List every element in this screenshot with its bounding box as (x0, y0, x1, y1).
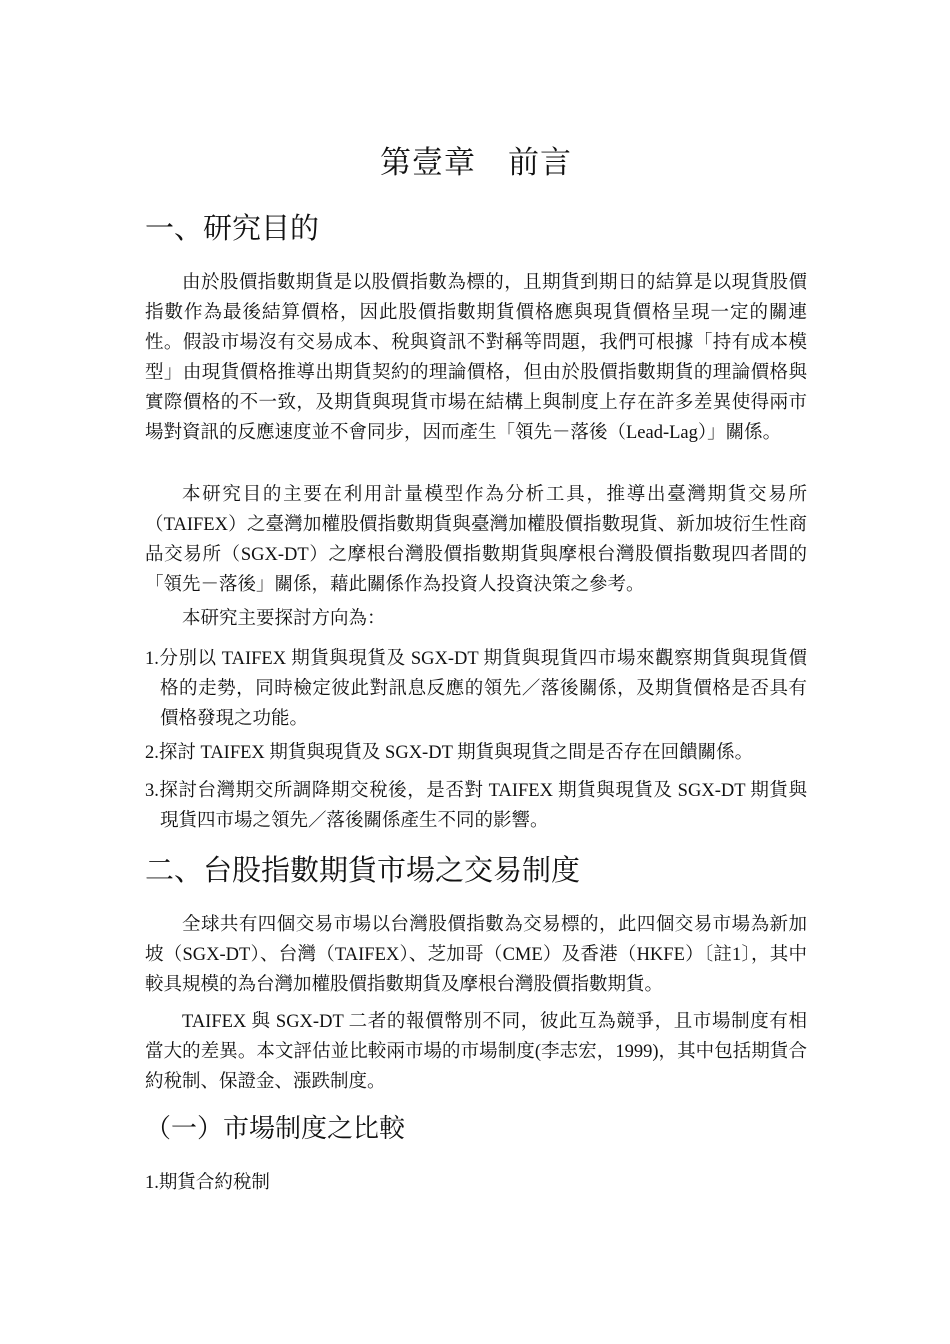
list-item: 2.探討 TAIFEX 期貨與現貨及 SGX-DT 期貨與現貨之間是否存在回饋關係。 (145, 743, 754, 763)
paragraph: 全球共有四個交易市場以台灣股價指數為交易標的，此四個交易市場為新加坡（SGX-DT）、台灣（TAIFEX）、芝加哥（CME）及香港（HKFE）〔註1〕，其中較具規模的為台灣加權股價指數期貨及摩根台灣股價指數期貨。 (145, 915, 807, 995)
item-title: 1.期貨合約稅制 (145, 1173, 270, 1193)
paragraph: 本研究目的主要在利用計量模型作為分析工具，推導出臺灣期貨交易所（TAIFEX）之臺灣加權股價指數期貨與臺灣加權股價指數現貨、新加坡衍生性商品交易所（SGX-DT）之摩根台灣股價指數期貨與摩根台灣股價指數現四者間的「領先－落後」關係，藉此關係作為投資人投資決策之參考。 (145, 485, 807, 595)
subsection-heading: （一）市場制度之比較 (145, 1114, 406, 1143)
list-item: 1.分別以 TAIFEX 期貨與現貨及 SGX-DT 期貨與現貨四市場來觀察期貨與現貨價格的走勢，同時檢定彼此對訊息反應的領先／落後關係，及期貨價格是否具有價格發現之功能。 (145, 649, 807, 729)
paragraph: TAIFEX 與 SGX-DT 二者的報價幣別不同，彼此互為競爭，且市場制度有相當大的差異。本文評估並比較兩市場的市場制度(李志宏，1999)，其中包括期貨合約稅制、保證金、漲跌制度。 (145, 1012, 807, 1092)
list-item: 3.探討台灣期交所調降期交稅後，是否對 TAIFEX 期貨與現貨及 SGX-DT 期貨與現貨四市場之領先／落後關係產生不同的影響。 (145, 781, 807, 831)
paragraph: 由於股價指數期貨是以股價指數為標的，且期貨到期日的結算是以現貨股價指數作為最後結算價格，因此股價指數期貨價格應與現貨價格呈現一定的關連性。假設市場沒有交易成本、稅與資訊不對稱等問題，我們可根據「持有成本模型」由現貨價格推導出期貨契約的理論價格，但由於股價指數期貨的理論價格與實際價格的不一致，及期貨與現貨市場在結構上與制度上存在許多差異使得兩市場對資訊的反應速度並不會同步，因而產生「領先－落後（Lead-Lag）」關係。 (145, 273, 807, 443)
section-heading-trading-system: 二、台股指數期貨市場之交易制度 (145, 855, 581, 887)
chapter-title: 第壹章 前言 (380, 145, 572, 180)
section-heading-research-purpose: 一、研究目的 (145, 213, 320, 245)
paragraph: 本研究主要探討方向為： (182, 609, 386, 629)
